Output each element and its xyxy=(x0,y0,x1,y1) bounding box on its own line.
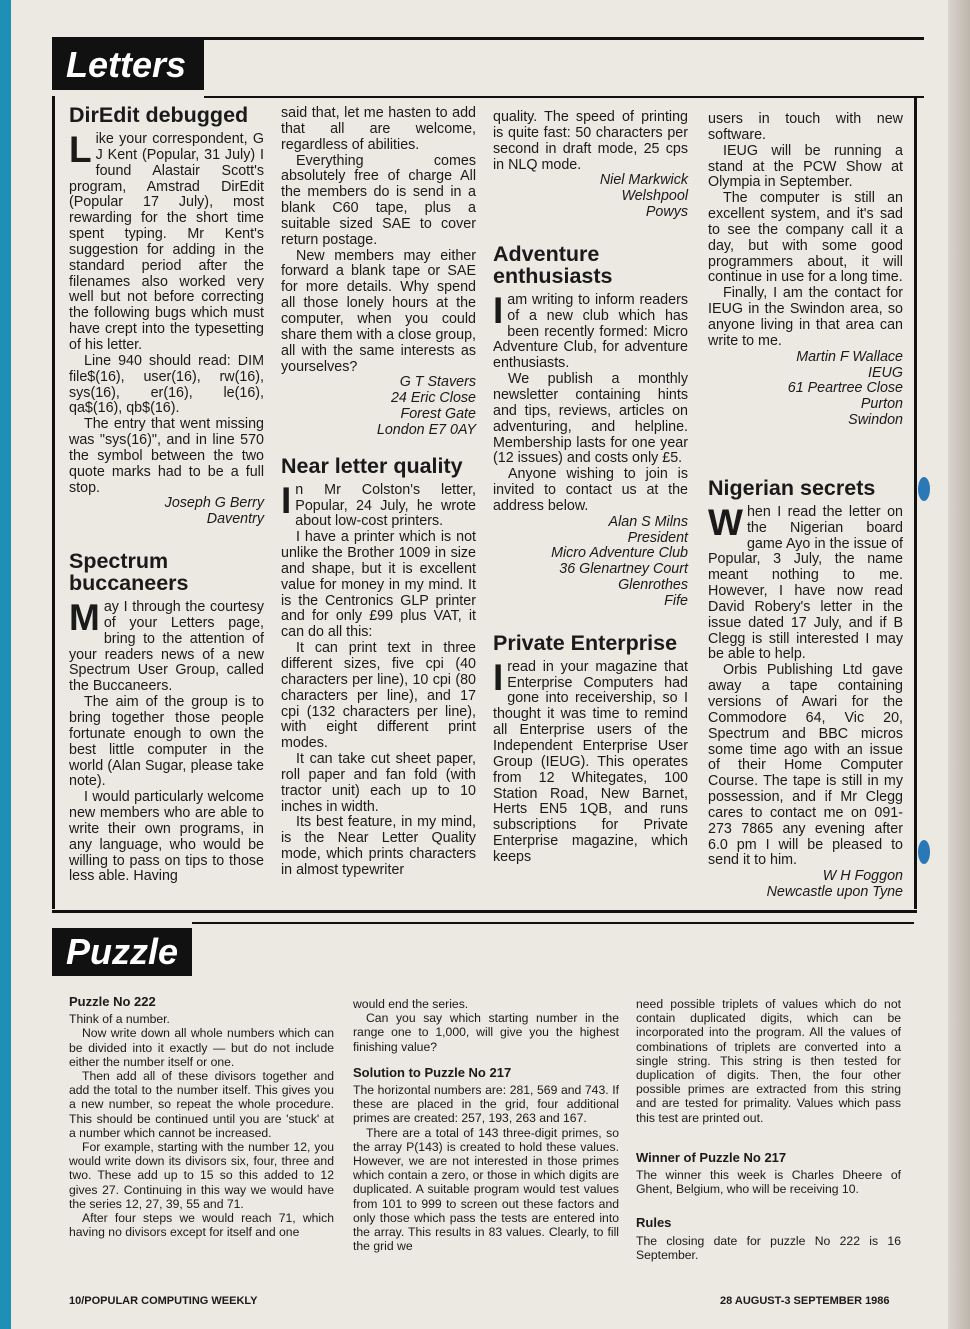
signature-town: Newcastle upon Tyne xyxy=(766,884,903,901)
drop-cap: I xyxy=(493,289,504,331)
drop-cap: L xyxy=(69,129,92,170)
puzzle-section-title: Puzzle xyxy=(52,928,192,976)
letters-left-rule xyxy=(52,96,55,909)
letters-column-4 xyxy=(708,112,903,901)
rules-body: The closing date for puzzle No 222 is 16 September. xyxy=(636,1233,901,1262)
letter-adventure-body-3: Anyone wishing to join is invited to contact us at the address below. xyxy=(493,466,688,514)
puzzle-top-rule xyxy=(192,922,914,924)
letter-spectrum-body-1: May I through the courtesy of your Letters page, bring to the attention of your readers news of a new Spectrum User Group, called the Buccaneers. xyxy=(69,597,264,695)
signature-organisation: IEUG xyxy=(868,364,903,381)
winner-217-body: The winner this week is Charles Dheere of Ghent, Belgium, who will be receiving 10. xyxy=(636,1168,901,1197)
letter-heading-nigerian: Nigerian secrets xyxy=(708,475,876,500)
letter-nlq-body-5: Its best feature, in my mind, is the Near Letter Quality mode, which prints characters in almost typewriter xyxy=(281,814,476,878)
signature-name: Alan S Milns xyxy=(608,513,688,530)
puzzle-222-body: would end the series. xyxy=(353,997,469,1011)
letters-section-title: Letters xyxy=(52,40,204,90)
letters-column-1 xyxy=(69,104,264,885)
solution-217-body: need possible triplets of values which do not contain duplicated digits, which can be incorporated into the program. All the values of combinations of triplets are converted into a single string. This string is then tested for duplication of digits. Then, the four other possible primes are extracted from this string and are tested for primality. Values which pass this test are printed out. xyxy=(636,997,901,1125)
letter-heading-near-letter-quality: Near letter quality xyxy=(281,453,463,478)
puzzle-column-2 xyxy=(353,997,619,1253)
signature-address: Welshpool xyxy=(621,188,688,205)
signature-address: Swindon xyxy=(848,412,903,429)
drop-cap: W xyxy=(708,501,743,543)
rules-heading: Rules xyxy=(636,1215,672,1231)
puzzle-222-body: For example, starting with the number 12, you would write down its divisors six, four, three and two. These add up to 15 so this added to 12 gives 27. Continuing in this way we would have the series 12, 27, 39, 55 and 71. xyxy=(69,1140,334,1211)
letter-nlq-body-6: quality. The speed of printing is quite fast: 50 characters per second in draft mode, 25 cps in NLQ mode. xyxy=(493,109,688,173)
winner-217-heading: Winner of Puzzle No 217 xyxy=(636,1149,787,1165)
puzzle-222-body: After four steps we would reach 71, which having no divisors except for itself and one xyxy=(69,1211,334,1240)
signature-address: Glenrothes xyxy=(618,577,688,594)
letter-heading-spectrum: Spectrum buccaneers xyxy=(69,549,189,596)
drop-cap: M xyxy=(69,597,100,639)
letter-enterprise-body-2: users in touch with new software. xyxy=(708,111,903,143)
letter-nigerian-body-1: When I read the letter on the Nigerian board game Ayo in the issue of Popular, 3 July, the name meant nothing to me. However, I have now read David Robery's letter in the issue dated 17 July, and if B Clegg is still interested I may be able to help. xyxy=(708,501,903,663)
letters-bottom-rule xyxy=(52,910,917,913)
letter-heading-diredit: DirEdit debugged xyxy=(69,103,249,127)
signature-address: London E7 0AY xyxy=(376,421,476,438)
page-right-edge xyxy=(948,0,970,1329)
letter-spectrum-body-4: said that, let me hasten to add that all are welcome, regardless of abilities. xyxy=(281,105,476,153)
signature-name: Niel Markwick xyxy=(599,172,688,189)
puzzle-222-body: Now write down all whole numbers which can be divided into it exactly — but do not include either the number itself or one. xyxy=(69,1026,334,1069)
letter-diredit-body-3: The entry that went missing was "sys(16)", and in line 570 the symbol between the two quote marks had to be a full stop. xyxy=(69,416,264,496)
solution-217-body: There are a total of 143 three-digit primes, so the array P(143) is created to hold these values. However, we are not interested in those primes which contain a zero, or those in which digits are duplicated. A suitable program would test values from 101 to 999 to screen out these factors and only those which pass the tests are entered into the array. This results in 83 values. Clearly, to fill the grid we xyxy=(353,1125,619,1254)
puzzle-222-heading: Puzzle No 222 xyxy=(69,994,156,1009)
signature-town: Daventry xyxy=(206,511,264,528)
drop-cap: I xyxy=(281,479,292,521)
letter-spectrum-body-3: I would particularly welcome new members who are able to write their own programs, in any language, who would be willing to pass on tips to those less able. Having xyxy=(69,789,264,885)
signature-address: Powys xyxy=(645,204,688,221)
signature-address: Purton xyxy=(860,396,903,413)
puzzle-column-3 xyxy=(636,997,901,1262)
letters-sub-rule xyxy=(204,96,924,98)
signature-name: W H Foggon xyxy=(822,868,903,885)
letter-nlq-body-4: It can take cut sheet paper, roll paper and fan fold (with tractor unit) each up to 10 inches in width. xyxy=(281,751,476,815)
letter-nlq-body-3: It can print text in three different sizes, five cpi (40 characters per line), 10 cpi (80 characters per line), and 17 cpi (132 characters per line), with eight different print modes. xyxy=(281,640,476,752)
letter-nlq-body-1: In Mr Colston's letter, Popular, 24 July, he wrote about low-cost printers. xyxy=(281,479,476,530)
page-spine-edge xyxy=(0,0,11,1329)
puzzle-222-body: Then add all of these divisors together and add the total to the number itself. This gives you a new number, so repeat the whole procedure. This should be continued until you are 'stuck' at a number which cannot be increased. xyxy=(69,1069,334,1140)
letters-right-rule xyxy=(914,96,917,909)
signature-address: Fife xyxy=(664,592,688,609)
letter-enterprise-body-5: Finally, I am the contact for IEUG in the Swindon area, so anyone living in that area can write to me. xyxy=(708,285,903,349)
letter-adventure-body-2: We publish a monthly newsletter containing hints and tips, reviews, articles on adventuring, and helpline. Membership lasts for one year (12 issues) and costs only £5. xyxy=(493,371,688,467)
solution-217-body: The horizontal numbers are: 281, 569 and 743. If these are placed in the grid, four additional primes are created: 257, 193, 263 and 167. xyxy=(353,1083,619,1126)
puzzle-column-1 xyxy=(69,995,334,1239)
letter-nlq-body-2: I have a printer which is not unlike the Brother 1009 in size and shape, but it is excellent value for money in my mind. It is the Centronics GLP printer and for only £99 plus VAT, it can do all this: xyxy=(281,529,476,641)
signature-name: G T Stavers xyxy=(399,374,476,391)
signature-address: 24 Eric Close xyxy=(390,390,476,407)
signature-title: President xyxy=(627,529,688,546)
signature-name: Joseph G Berry xyxy=(164,495,264,512)
letters-column-3 xyxy=(493,110,688,866)
letter-spectrum-body-5: Everything comes absolutely free of charge All the members do is send in a blank C60 tape, plus a suitable sized SAE to cover return postage. xyxy=(281,152,476,248)
folio-left: 10/POPULAR COMPUTING WEEKLY xyxy=(69,1295,258,1307)
letter-adventure-body-1: Iam writing to inform readers of a new club which has been recently formed: Micro Adventure Club, for adventure enthusiasts. xyxy=(493,289,688,372)
letter-spectrum-body-6: New members may either forward a blank tape or SAE for more details. Why spend all those lonely hours at the computer, when you could share them with a close group, all with the same interests as yourselves? xyxy=(281,247,476,375)
letter-heading-adventure: Adventure enthusiasts xyxy=(493,241,613,288)
letter-enterprise-body-4: The computer is still an excellent system, and it's sad to see the company call it a day, but with some good programmers about, it will continue in use for a long time. xyxy=(708,190,903,286)
signature-address: 61 Peartree Close xyxy=(787,380,903,397)
signature-address: Micro Adventure Club xyxy=(551,545,688,562)
binder-hole-mark xyxy=(918,840,930,864)
puzzle-222-body: Think of a number. xyxy=(69,1012,170,1027)
letter-enterprise-body-3: IEUG will be running a stand at the PCW Show at Olympia in September. xyxy=(708,142,903,191)
letter-heading-private-enterprise: Private Enterprise xyxy=(493,630,678,655)
letter-nigerian-body-2: Orbis Publishing Ltd gave away a tape containing versions of Awari for the Commodore 64, Vic 20, Spectrum and BBC micros some time ago with an issue of their Home Computer Course. The tape is still in my possession, and if Mr Clegg cares to contact me on 091-273 7865 any evening after 6.0 pm I will be pleased to send it to him. xyxy=(708,662,903,869)
solution-217-heading: Solution to Puzzle No 217 xyxy=(353,1064,512,1080)
letters-column-2 xyxy=(281,106,476,879)
letter-enterprise-body-1: Iread in your magazine that Enterprise Computers had gone into receivership, so I thought it was time to remind all Enterprise users of the Independent Enterprise User Group (IEUG). This operates from 12 Whitegates, 100 Station Road, New Barnet, Herts EN5 1QB, and runs subscriptions for Private Enterprise magazine, which keeps xyxy=(493,656,688,865)
signature-name: Martin F Wallace xyxy=(796,348,903,365)
binder-hole-mark xyxy=(918,477,930,501)
folio-right: 28 AUGUST-3 SEPTEMBER 1986 xyxy=(720,1295,890,1307)
letter-diredit-body-2: Line 940 should read: DIM file$(16), user(16), rw(16), sys(16), er(16), le(16), qa$(16), qb$(16). xyxy=(69,352,264,417)
puzzle-222-body: Can you say which starting number in the range one to 1,000, will give you the highest finishing value? xyxy=(353,1011,619,1054)
letter-diredit-body-1: Like your correspondent, G J Kent (Popular, 31 July) I found Alastair Scott's program, Amstrad DirEdit (Popular 17 July), most rewarding for the short time spent typing. Mr Kent's suggestion for adding in the standard period after the filenames also worked very well but not before correcting the following bugs which must have crept into the typesetting of his letter. xyxy=(69,129,264,353)
drop-cap: I xyxy=(493,656,504,698)
letter-spectrum-body-2: The aim of the group is to bring together those people fortunate enough to own the best little computer in the world (Alan Sugar, please take note). xyxy=(69,694,264,790)
signature-address: 36 Glenartney Court xyxy=(559,561,688,578)
signature-address: Forest Gate xyxy=(400,406,476,423)
